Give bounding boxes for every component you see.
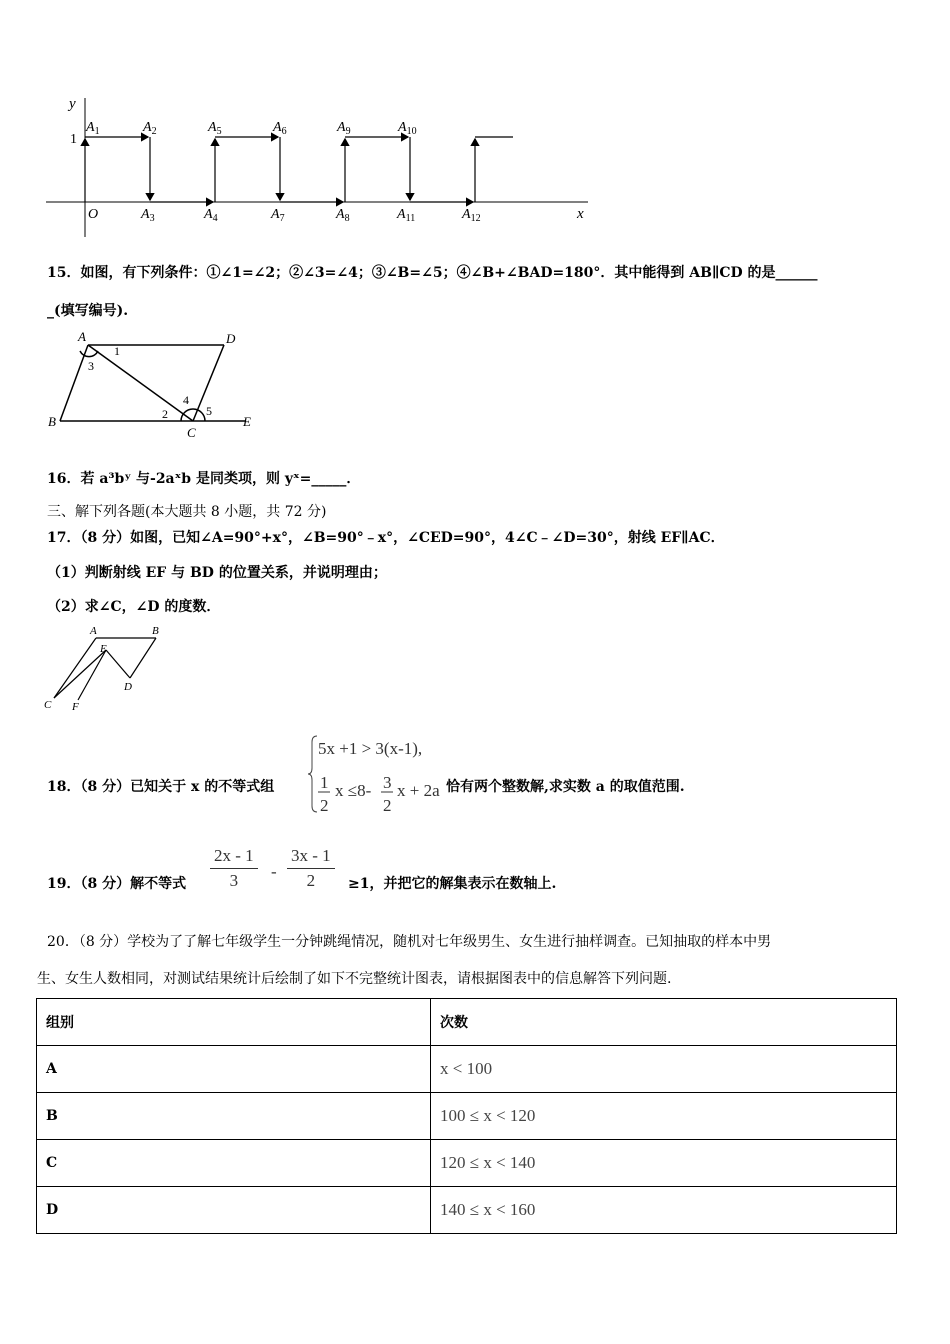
point-label-a1: $A_1$ xyxy=(86,120,100,137)
q17-part1: （1）判断射线 EF 与 BD 的位置关系，并说明理由； xyxy=(47,565,387,581)
q19-fraction-1 xyxy=(210,846,258,891)
table-header-group: 组别 xyxy=(37,999,431,1046)
frequency-table xyxy=(36,998,897,1234)
table-cell-group: B xyxy=(37,1093,431,1140)
angle-label-4: 4 xyxy=(183,393,189,407)
point-label-a2: $A_2$ xyxy=(143,120,157,137)
x-axis-label: x xyxy=(577,206,584,222)
q17-label-c: C xyxy=(44,699,52,711)
vertex-label-e: E xyxy=(243,414,251,429)
angle-label-2: 2 xyxy=(162,407,168,421)
angle-label-5: 5 xyxy=(206,404,212,418)
q18-inequality-system xyxy=(308,732,448,816)
table-cell-range: 120 ≤ x < 140 xyxy=(431,1140,897,1187)
point-label-a10: $A_{10}$ xyxy=(398,120,417,137)
point-label-a3: $A_3$ xyxy=(141,207,155,224)
q19-minus: - xyxy=(271,862,277,881)
q20-text: 20．（8 分）学校为了了解七年级学生一分钟跳绳情况，随机对七年级男生、女生进行抽样调查。已知抽取的样本中男 xyxy=(47,934,772,950)
section-heading: 三、解下列各题(本大题共 8 小题，共 72 分) xyxy=(47,504,327,520)
q19-suffix: ≥1，并把它的解集表示在数轴上. xyxy=(348,876,557,892)
q19-prefix: 19．（8 分）解不等式 xyxy=(47,876,187,892)
point-label-a4: $A_4$ xyxy=(204,207,218,224)
q17-figure xyxy=(40,620,180,715)
table-cell-range: 100 ≤ x < 120 xyxy=(431,1093,897,1140)
q17-label-e: E xyxy=(100,643,107,655)
table-row xyxy=(37,1046,897,1093)
q17-text: 17．（8 分）如图，已知∠A=90°+x°，∠B=90°﹣x°，∠CED=90°，4∠C﹣∠D=30°，射线 EF∥AC． xyxy=(47,530,725,546)
table-row xyxy=(37,1140,897,1187)
q19-den1: 3 xyxy=(229,871,239,890)
vertex-label-c: C xyxy=(187,425,196,440)
vertex-label-d: D xyxy=(226,331,236,346)
table-cell-range: 140 ≤ x < 160 xyxy=(431,1187,897,1234)
table-row xyxy=(37,1093,897,1140)
point-label-a5: $A_5$ xyxy=(208,120,222,137)
point-label-a8: $A_8$ xyxy=(336,207,350,224)
point-label-a9: $A_9$ xyxy=(337,120,351,137)
q18-ineq-end: x + 2a xyxy=(397,781,440,800)
table-cell-range: x < 100 xyxy=(431,1046,897,1093)
table-cell-group: A xyxy=(37,1046,431,1093)
table-header-count: 次数 xyxy=(431,999,897,1046)
y-axis-label: y xyxy=(69,96,76,112)
q20-text-cont: 生、女生人数相同，对测试结果统计后绘制了如下不完整统计图表，请根据图表中的信息解答下列问题. xyxy=(37,971,672,987)
q15-parallelogram-figure xyxy=(40,325,270,445)
q15-text: 15．如图，有下列条件：①∠1=∠2；②∠3=∠4；③∠B=∠5；④∠B+∠BAD=180°．其中能得到 AB∥CD 的是______ xyxy=(47,265,818,281)
q16-text: 16．若 a³bʸ 与-2aˣb 是同类项，则 yˣ=_____． xyxy=(47,471,361,487)
q18-suffix: 恰有两个整数解,求实数 a 的取值范围. xyxy=(446,779,685,795)
q19-num2: 3x - 1 xyxy=(287,846,335,869)
point-label-a12: $A_{12}$ xyxy=(462,207,481,224)
q19-den2: 2 xyxy=(306,871,316,890)
step-path xyxy=(85,137,513,202)
q17-label-d: D xyxy=(124,681,132,693)
q18-frac2-den: 2 xyxy=(383,796,392,815)
vertex-label-a: A xyxy=(78,329,86,344)
q17-label-a: A xyxy=(90,625,97,637)
point-label-a11: $A_{11}$ xyxy=(397,207,416,224)
q18-frac2-num: 3 xyxy=(383,773,392,792)
q18-ineq-line1: 5x +1 > 3(x-1), xyxy=(318,739,423,758)
q18-frac1-den: 2 xyxy=(320,796,329,815)
q19-fraction-2 xyxy=(287,846,335,891)
q15-text-cont: _(填写编号). xyxy=(47,303,129,319)
q17-label-f: F xyxy=(72,701,79,713)
angle-label-3: 3 xyxy=(88,359,94,373)
point-label-a6: $A_6$ xyxy=(273,120,287,137)
q18-ineq-mid: x ≤8- xyxy=(335,781,372,800)
step-graph-figure xyxy=(40,92,600,242)
table-cell-group: C xyxy=(37,1140,431,1187)
q19-num1: 2x - 1 xyxy=(210,846,258,869)
vertex-label-b: B xyxy=(48,414,56,429)
y-one-label: 1 xyxy=(70,132,77,147)
q17-part2: （2）求∠C，∠D 的度数． xyxy=(47,599,221,615)
q18-frac1-num: 1 xyxy=(320,773,329,792)
q17-label-b: B xyxy=(152,625,159,637)
table-header-row xyxy=(37,999,897,1046)
origin-label: O xyxy=(88,207,99,222)
table-cell-group: D xyxy=(37,1187,431,1234)
q18-prefix: 18．（8 分）已知关于 x 的不等式组 xyxy=(47,779,275,795)
point-label-a7: $A_7$ xyxy=(271,207,285,224)
table-row xyxy=(37,1187,897,1234)
angle-label-1: 1 xyxy=(114,344,120,358)
